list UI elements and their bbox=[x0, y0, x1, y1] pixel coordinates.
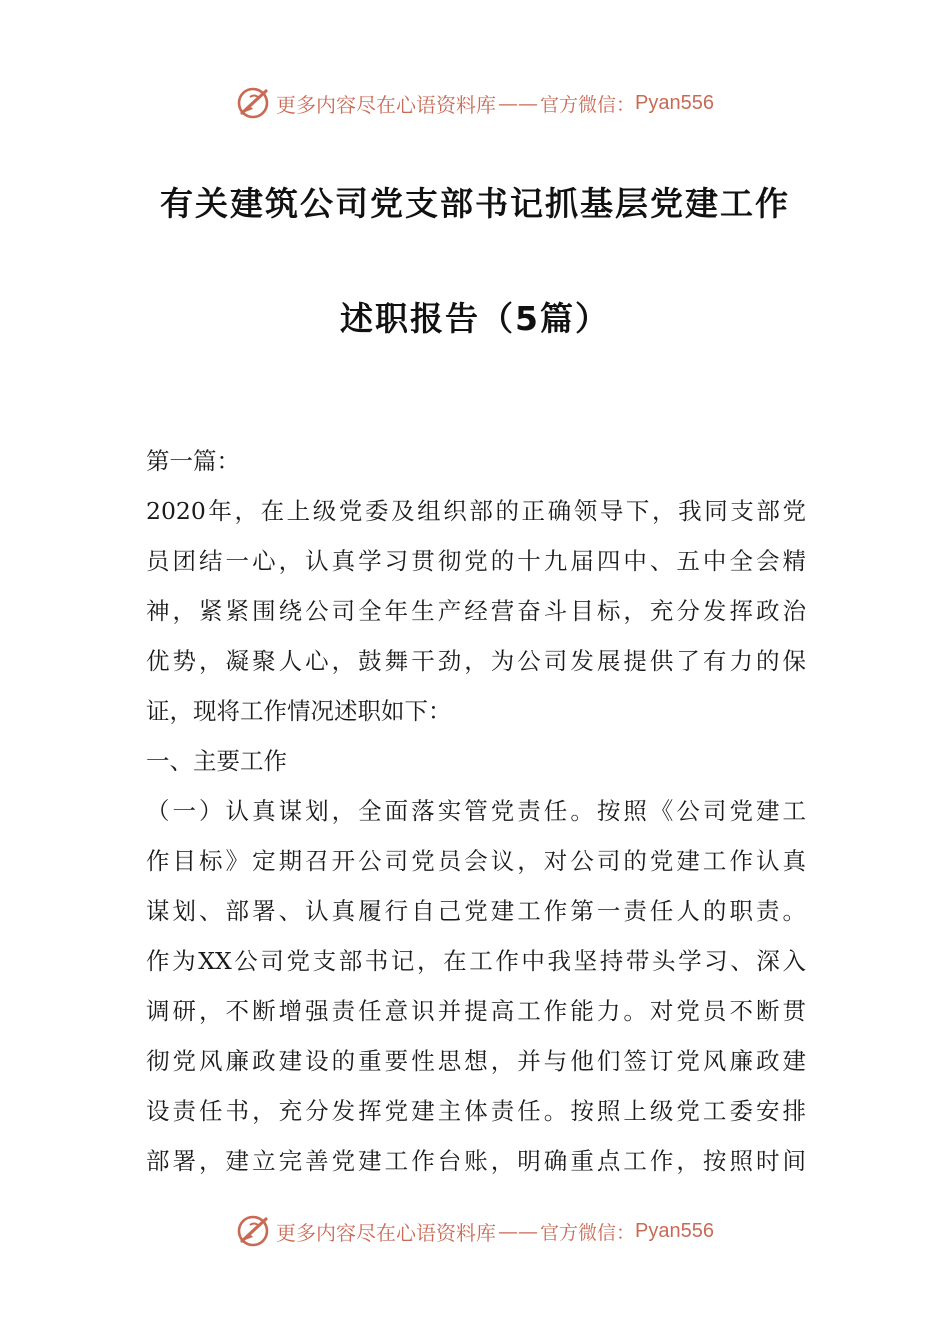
paragraph-line: 2020年，在上级党委及组织部的正确领导下，我同支部党 bbox=[146, 497, 806, 525]
paragraph-line: 优势，凝聚人心，鼓舞干劲，为公司发展提供了有力的保 bbox=[146, 647, 806, 675]
paragraph-line: 作目标》定期召开公司党员会议，对公司的党建工作认真 bbox=[146, 847, 806, 875]
watermark-label: 官方微信： bbox=[540, 1221, 636, 1244]
paragraph-line: 调研，不断增强责任意识并提高工作能力。对党员不断贯 bbox=[146, 997, 806, 1025]
watermark-text: 更多内容尽在心语资料库 bbox=[276, 1220, 496, 1245]
pen-logo-icon bbox=[236, 1213, 272, 1249]
document-title-line1: 有关建筑公司党支部书记抓基层党建工作 bbox=[160, 184, 790, 223]
paragraph-line: 证，现将工作情况述职如下： bbox=[146, 697, 452, 725]
paragraph-line: 设责任书，充分发挥党建主体责任。按照上级党工委安排 bbox=[146, 1097, 806, 1125]
pen-logo-icon bbox=[236, 85, 272, 121]
paragraph-line: 神，紧紧围绕公司全年生产经营奋斗目标，充分发挥政治 bbox=[146, 597, 806, 625]
watermark-label: 官方微信： bbox=[540, 93, 636, 116]
section-heading: 第一篇： bbox=[146, 447, 240, 475]
subsection-heading: 一、主要工作 bbox=[146, 747, 287, 775]
watermark-separator: —— bbox=[498, 91, 538, 115]
document-title-line2: 述职报告（5篇） bbox=[340, 299, 610, 338]
paragraph-line: 彻党风廉政建设的重要性思想，并与他们签订党风廉政建 bbox=[146, 1047, 806, 1075]
document-body bbox=[146, 436, 806, 1186]
paragraph-line: 员团结一心，认真学习贯彻党的十九届四中、五中全会精 bbox=[146, 547, 806, 575]
paragraph-line: 谋划、部署、认真履行自己党建工作第一责任人的职责。 bbox=[146, 897, 806, 925]
watermark-wechat-id: Pyan556 bbox=[635, 1219, 714, 1242]
watermark-separator: —— bbox=[498, 1219, 538, 1243]
paragraph-line: 部署，建立完善党建工作台账，明确重点工作，按照时间 bbox=[146, 1147, 806, 1175]
paragraph-line: 作为XX公司党支部书记，在工作中我坚持带头学习、深入 bbox=[146, 947, 806, 975]
paragraph-line: （一）认真谋划，全面落实管党责任。按照《公司党建工 bbox=[146, 797, 806, 825]
watermark-wechat-id: Pyan556 bbox=[635, 91, 714, 114]
watermark-text: 更多内容尽在心语资料库 bbox=[276, 92, 496, 117]
footer-watermark bbox=[0, 1211, 950, 1251]
header-watermark bbox=[0, 83, 950, 123]
